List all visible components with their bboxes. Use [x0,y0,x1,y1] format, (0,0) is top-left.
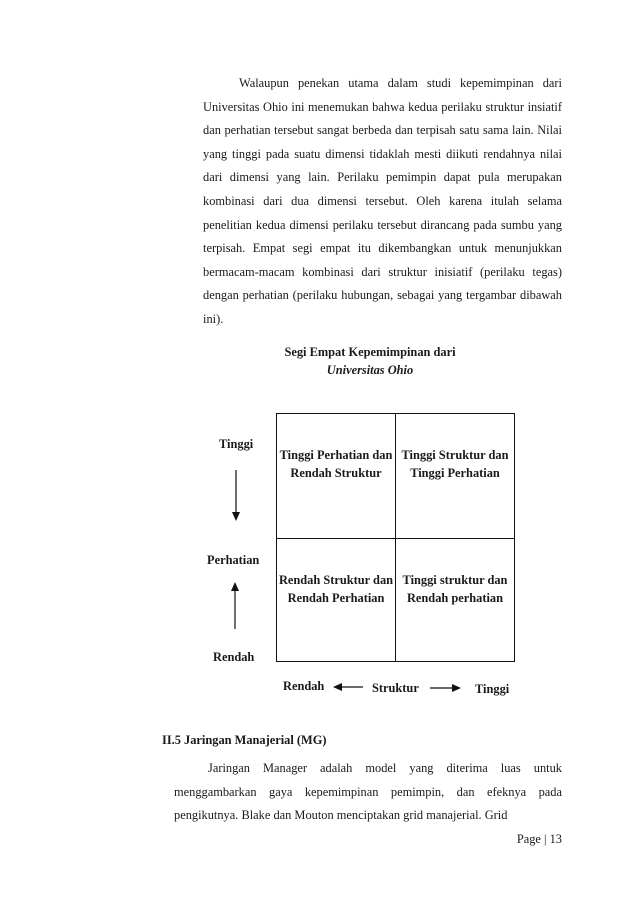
y-axis-middle-label: Perhatian [207,553,260,567]
page-number: Page | 13 [516,832,562,846]
body-paragraph [174,757,562,828]
quadrant-bottom-left: Rendah Struktur dan Rendah Perhatian [278,573,394,605]
section-heading: II.5 Jaringan Manajerial (MG) [162,733,327,747]
quadrant-top-left: Tinggi Perhatian dan Rendah Struktur [279,448,393,480]
arrow-right-icon [430,682,462,694]
arrow-up-icon [229,582,241,630]
figure-title: Segi Empat Kepemimpinan dari [284,345,456,359]
figure-subtitle: Universitas Ohio [326,363,414,377]
x-axis-right-label: Tinggi [475,682,510,696]
y-axis-top-label: Tinggi [219,437,254,451]
paragraph-text: Jaringan Manager adalah model yang diterima luas untuk menggambarkan gaya kepemimpinan pemimpin, dan efeknya pada pengikutnya. Blake dan Mouton menciptakan grid manajerial. Grid [174,761,562,823]
quadrant-divider-horizontal [277,538,514,539]
arrow-down-icon [230,470,242,522]
x-axis-left-label: Rendah [283,679,325,693]
paragraph-text: Walaupun penekan utama dalam studi kepemimpinan dari Universitas Ohio ini menemukan bahwa kedua perilaku struktur insiatif dan perhatian tersebut sangat berbeda dan terpisah satu sama lain. Nilai yang tinggi pada suatu dimensi tidaklah mesti diikuti rendahnya nilai dari dimensi yang lain. Perilaku pemimpin dapat pula merupakan kombinasi dari dua dimensi tersebut. Oleh karena itulah selama penelitian kedua dimensi perilaku tersebut dirancang pada sumbu yang terpisah. Empat segi empat itu dikembangkan untuk menunjukkan bermacam-macam kombinasi dari struktur inisiatif (perilaku tegas) dengan perhatian (perilaku hubungan, sebagai yang tergambar dibawah ini). [203,76,562,326]
y-axis-bottom-label: Rendah [213,650,255,664]
arrow-left-icon [333,681,363,693]
quadrant-top-right: Tinggi Struktur dan Tinggi Perhatian [401,448,509,480]
leadership-quadrant [276,413,515,662]
x-axis-middle-label: Struktur [372,681,419,695]
intro-paragraph [203,72,562,332]
quadrant-bottom-right: Tinggi struktur dan Rendah perhatian [402,573,508,605]
